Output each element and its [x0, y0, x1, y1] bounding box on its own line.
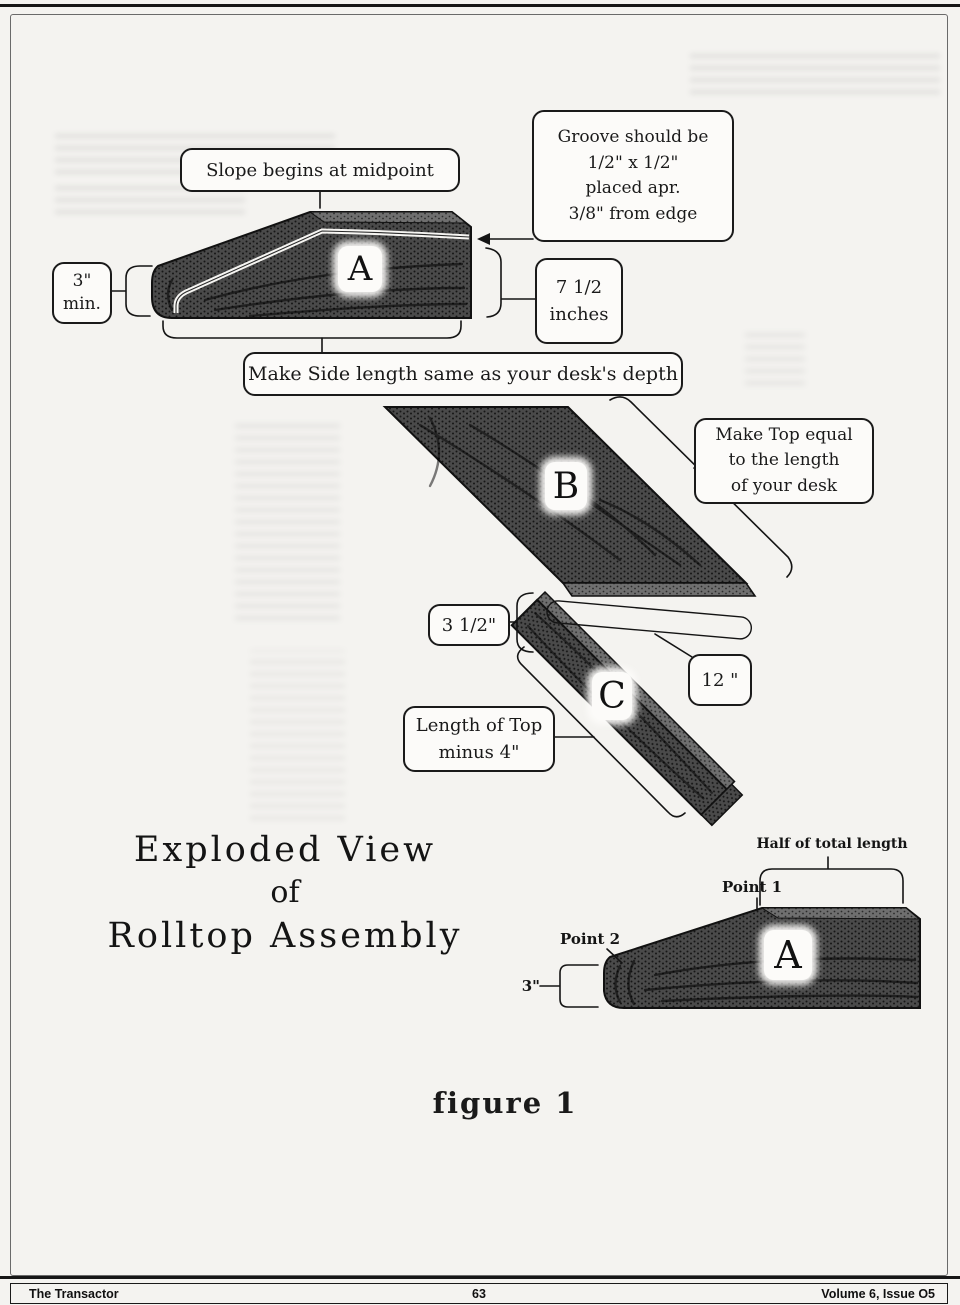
callout-top-length: Make Top equal to the length of your desk — [694, 418, 874, 504]
footer-publication-name: The Transactor — [29, 1286, 119, 1301]
half-length-label: Half of total length — [756, 836, 908, 852]
min-height-bracket — [108, 266, 152, 316]
point2-label: Point 2 — [560, 930, 621, 948]
piece-b-label: B — [545, 462, 587, 510]
figure-caption: figure 1 — [432, 1086, 578, 1120]
piece-a-side-panel — [152, 212, 471, 318]
callout-slope-midpoint: Slope begins at midpoint — [180, 148, 460, 192]
figure-title — [95, 828, 475, 958]
callout-brace-length: Length of Top minus 4" — [403, 706, 555, 772]
piece-a-detail-panel — [604, 908, 920, 1008]
groove-arrowhead — [477, 233, 490, 245]
nose-height-label: 3" — [521, 977, 540, 995]
footer — [10, 1283, 948, 1304]
figure-title-line2: of — [270, 875, 300, 910]
callout-brace-width: 3 1/2" — [428, 604, 510, 646]
piece-a-label: A — [338, 246, 382, 292]
piece-a-detail-label: A — [764, 930, 812, 980]
figure-title-line3: Rolltop Assembly — [107, 916, 463, 956]
callout-top-depth: 12 " — [688, 654, 752, 706]
footer-issue-label: Volume 6, Issue O5 — [821, 1286, 935, 1301]
callout-groove-spec: Groove should be 1/2" x 1/2" placed apr. 3/8" from edge — [532, 110, 734, 242]
point1-label: Point 1 — [722, 878, 783, 896]
footer-page-number: 63 — [472, 1286, 486, 1301]
nose-height-bracket — [540, 965, 598, 1007]
piece-c-label: C — [592, 672, 632, 720]
callout-min-height: 3" min. — [52, 262, 112, 324]
callout-side-length: Make Side length same as your desk's depth — [243, 352, 683, 396]
side-height-bracket — [486, 248, 535, 317]
figure-title-line1: Exploded View — [133, 830, 437, 870]
callout-side-height: 7 1/2 inches — [535, 258, 623, 344]
side-length-brace — [163, 321, 461, 338]
